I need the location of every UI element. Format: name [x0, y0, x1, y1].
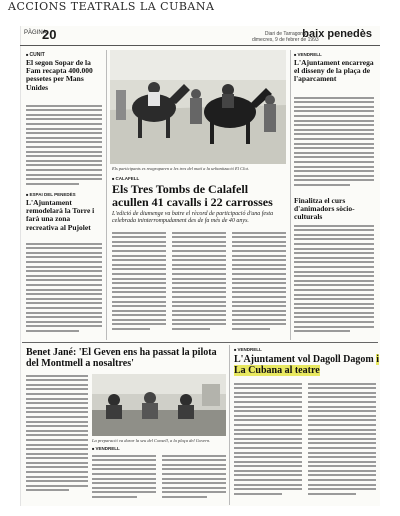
bottom-left-body-3 — [162, 452, 226, 502]
left-headline-2: L'Ajuntament remodelarà la Torre i farà una zona recreativa al Pujolet — [26, 198, 95, 232]
main-photo-caption: Els participants es reagruparen a les tres del matí a la urbanització El Clot. — [112, 166, 249, 171]
section-title: baix penedès — [302, 28, 372, 40]
headline-text: L'Ajuntament vol Dagoll Dagom — [234, 354, 377, 365]
top-strip — [0, 0, 400, 18]
bottom-left-kicker: ■ VENDRELL — [92, 446, 120, 451]
main-headline: Els Tres Tombs de Calafell acullen 41 cavalls i 22 carrosses — [112, 182, 273, 209]
top-title: ACCIONS TEATRALS LA CUBANA — [8, 0, 215, 13]
right-body-1 — [294, 94, 374, 192]
bottom-right-headline — [234, 354, 380, 376]
column-rule-bottom — [229, 345, 230, 505]
page-header — [20, 27, 380, 46]
right-kicker: ■ VENDRELL — [294, 52, 322, 57]
horses-photo-image — [110, 50, 286, 164]
left-body-2 — [26, 240, 102, 338]
page-number: 20 — [42, 27, 57, 42]
bottom-right-body-1 — [234, 380, 302, 502]
right-headline: L'Ajuntament encarrega el disseny de la plaça de l'aparcament — [294, 58, 374, 84]
main-body-col-2 — [172, 229, 226, 337]
main-body-col-3 — [232, 229, 286, 337]
left-body-1 — [26, 102, 102, 190]
bottom-photo — [92, 374, 226, 436]
highlighted-headline-text: i La Cubana al teatre — [234, 354, 380, 376]
bottom-left-headline: Benet Jané: 'El Geven ens ha passat la pilota del Montmell a nosaltres' — [26, 347, 217, 369]
bottom-left-body-2 — [92, 452, 156, 502]
section-divider — [22, 342, 378, 343]
column-rule — [106, 50, 107, 340]
bottom-left-body-1 — [26, 372, 88, 502]
paper-date: dimecres, 9 de febrer de 1993 — [252, 37, 319, 43]
meeting-photo-image — [92, 374, 226, 436]
page-label: PÀGINA — [24, 30, 47, 36]
bottom-right-kicker: ■ VENDRELL — [234, 347, 262, 352]
bottom-right-body-2 — [308, 380, 376, 502]
main-deck: L'edició de diumenge va batre el rècord de participació d'una festa celebrada ininterrompudament des de fa més de 40 anys. — [112, 211, 274, 224]
left-kicker: ■ CUNIT — [26, 52, 45, 58]
left-headline: El segon Sopar de la Fam recapta 400.000 pessetes per Mans Unides — [26, 58, 93, 92]
bottom-photo-caption: La preparació va durar la seu del Consell, a la plaça del Govern. — [92, 438, 211, 443]
left-kicker-2: ■ ESPAI DEL PENEDÈS — [26, 192, 76, 197]
paper-name: Diari de Tarragona — [264, 31, 306, 37]
column-rule-right — [290, 50, 291, 340]
right-headline-2: Finalitza el curs d'animadors sòcio-culturals — [294, 196, 355, 222]
main-kicker: ■ CALAFELL — [112, 176, 139, 181]
main-body-col-1 — [112, 229, 166, 337]
right-body-2 — [294, 222, 374, 338]
main-photo — [110, 50, 286, 164]
